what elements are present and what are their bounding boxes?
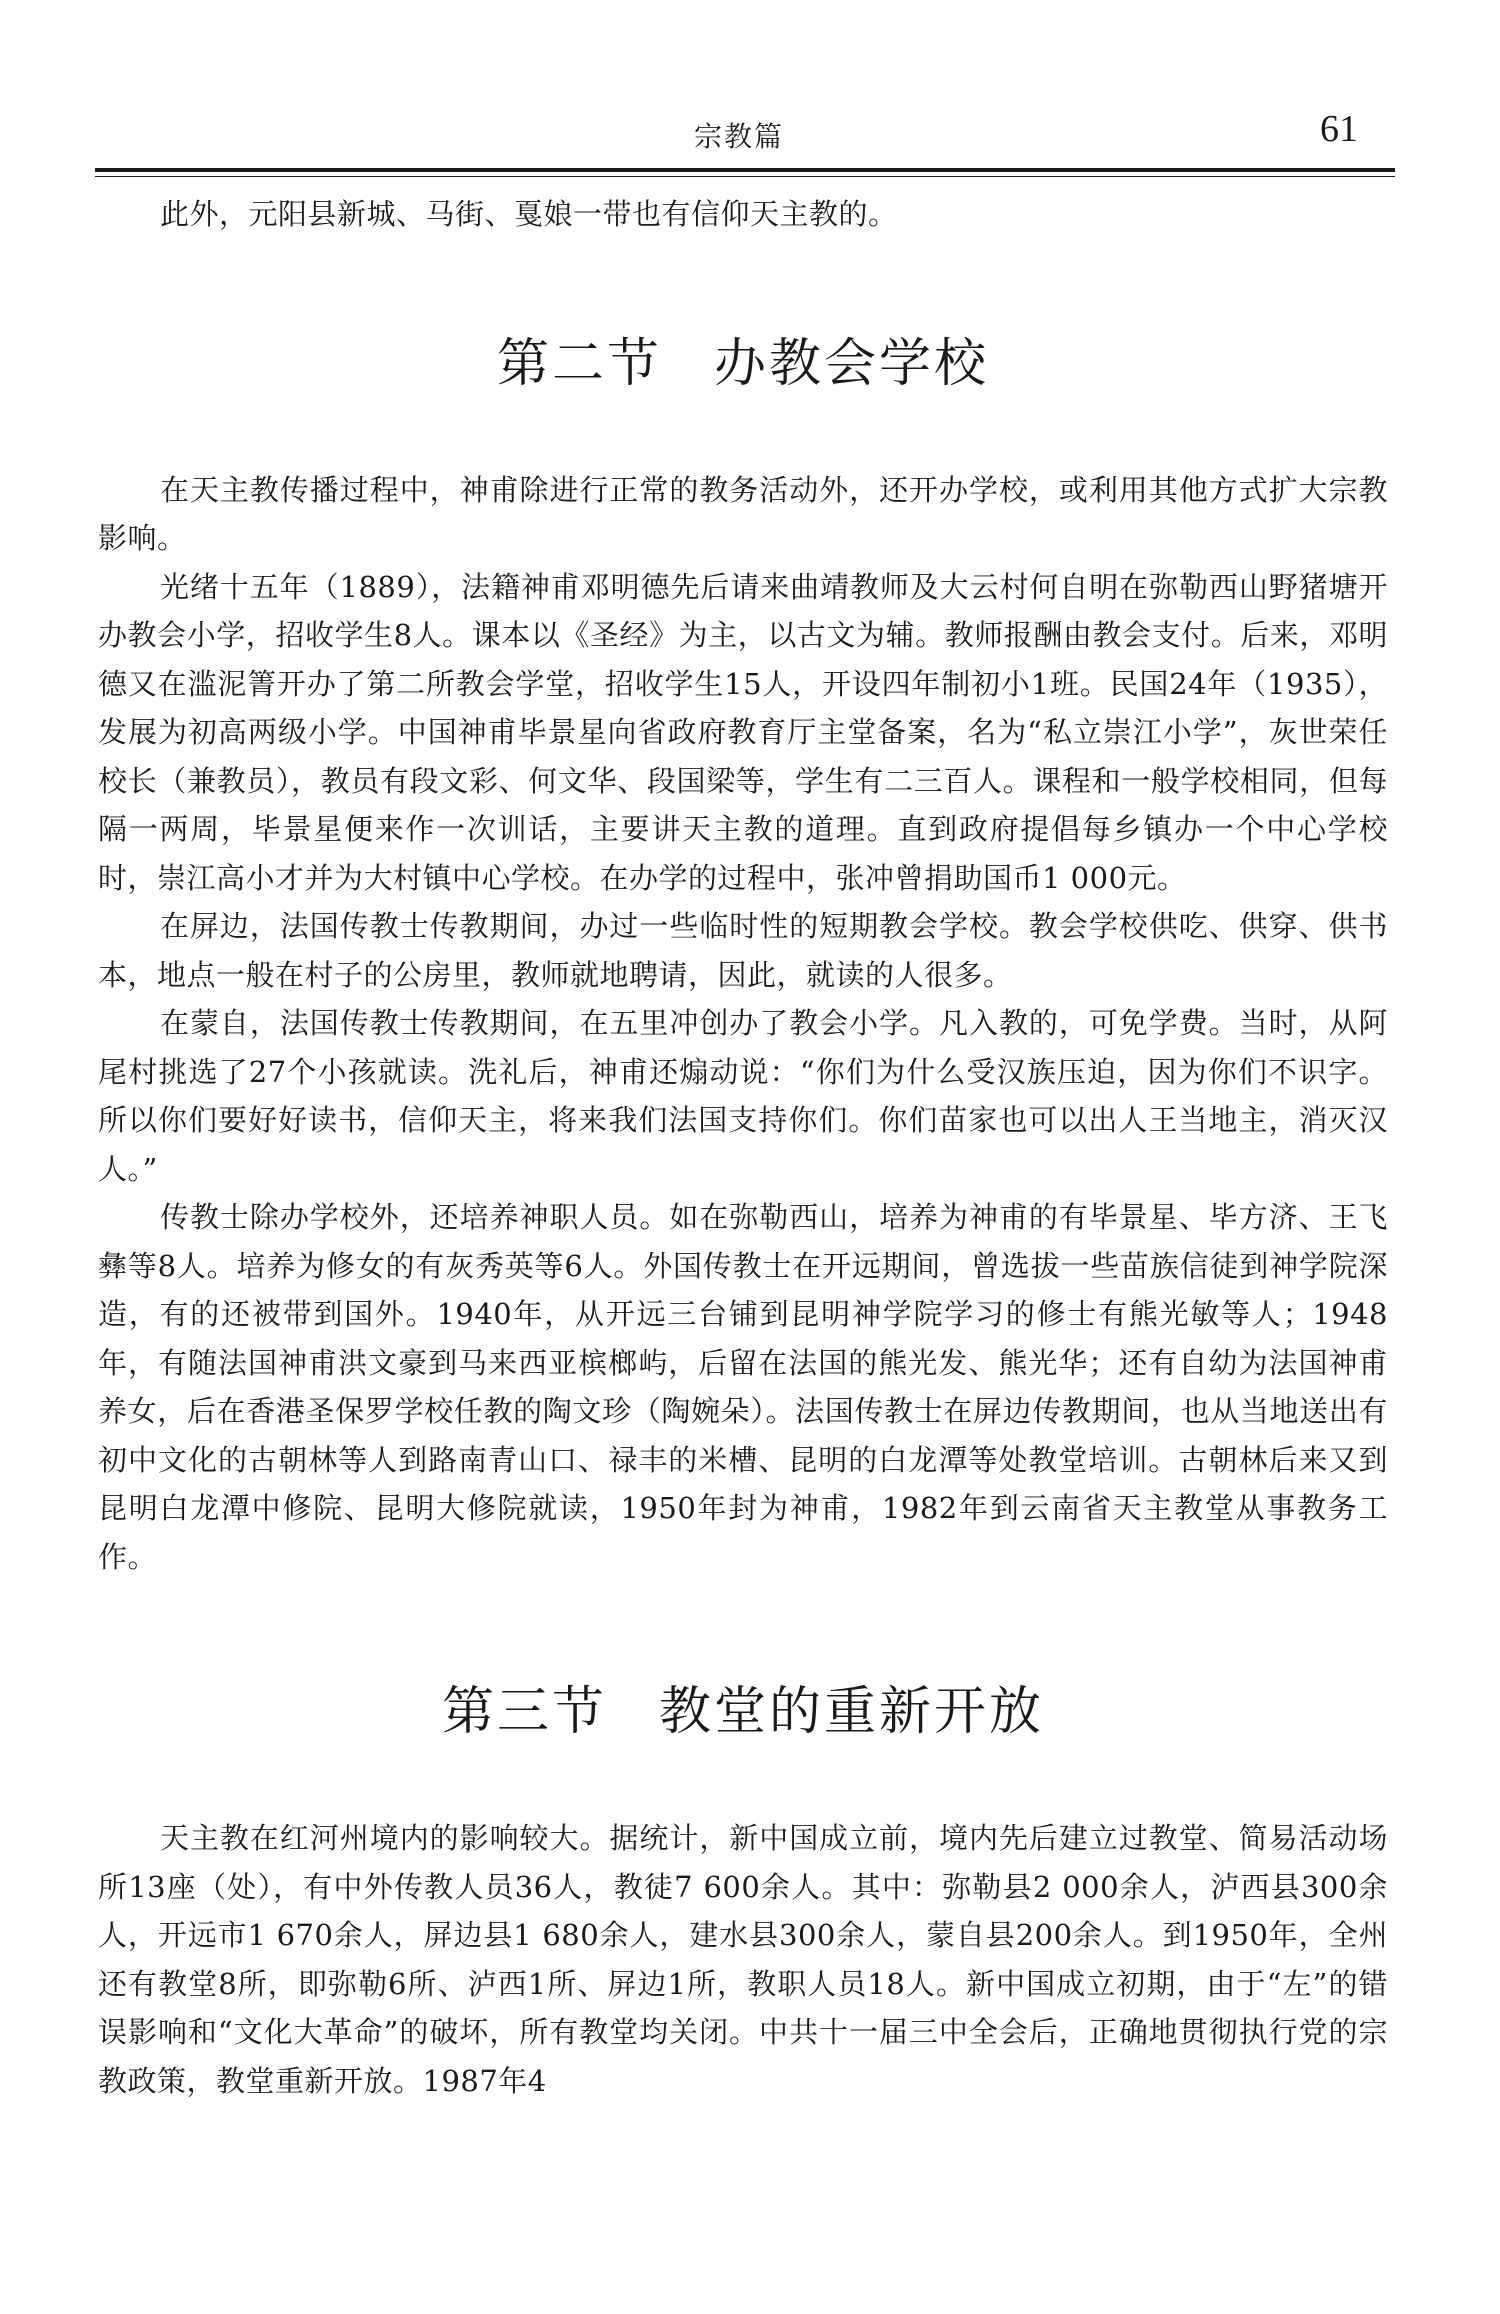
section-title: 教堂的重新开放 xyxy=(659,1682,1045,1742)
page-number: 61 xyxy=(1320,108,1358,150)
header-rule xyxy=(95,168,1395,172)
section-heading-3 xyxy=(98,1669,1388,1744)
section2-paragraph-5: 传教士除办学校外，还培养神职人员。如在弥勒西山，培养为神甫的有毕景星、毕方济、王飞彝等8人。培养为修女的有灰秀英等6人。外国传教士在开远期间，曾选拔一些苗族信徒到神学院深造，有的还被带到国外。1940年，从开远三台铺到昆明神学院学习的修士有熊光敏等人；1948年，有随法国神甫洪文豪到马来西亚槟榔屿，后留在法国的熊光发、熊光华；还有自幼为法国神甫养女，后在香港圣保罗学校任教的陶文珍（陶婉朵）。法国传教士在屏边传教期间，也从当地送出有初中文化的古朝林等人到路南青山口、禄丰的米槽、昆明的白龙潭等处教堂培训。古朝林后来又到昆明白龙潭中修院、昆明大修院就读，1950年封为神甫，1982年到云南省天主教堂从事教务工作。 xyxy=(98,1200,1388,1574)
section-title: 办教会学校 xyxy=(714,333,990,394)
section-heading-2 xyxy=(98,321,1388,396)
section3-paragraph-1: 天主教在红河州境内的影响较大。据统计，新中国成立前，境内先后建立过教堂、简易活动场所13座（处），有中外传教人员36人，教徒7 600余人。其中：弥勒县2 000余人，泸西县300余人，开远市1 670余人，屏边县1 680余人，建水县300余人，蒙自县200余人。到1950年，全州还有教堂8所，即弥勒6所、泸西1所、屏边1所，教职人员18人。新中国成立初期，由于“左”的错误影响和“文化大革命”的破坏，所有教堂均关闭。中共十一届三中全会后，正确地贯彻执行党的宗教政策，教堂重新开放。1987年4 xyxy=(98,1821,1388,2098)
intro-paragraph: 此外，元阳县新城、马街、戛娘一带也有信仰天主教的。 xyxy=(160,197,898,231)
section2-paragraph-3: 在屏边，法国传教士传教期间，办过一些临时性的短期教会学校。教会学校供吃、供穿、供书本，地点一般在村子的公房里，教师就地聘请，因此，就读的人很多。 xyxy=(98,909,1388,992)
running-header xyxy=(0,105,1500,165)
section2-paragraph-2: 光绪十五年（1889），法籍神甫邓明德先后请来曲靖教师及大云村何自明在弥勒西山野猪塘开办教会小学，招收学生8人。课本以《圣经》为主，以古文为辅。教师报酬由教会支付。后来，邓明德又在滥泥箐开办了第二所教会学堂，招收学生15人，开设四年制初小1班。民国24年（1935），发展为初高两级小学。中国神甫毕景星向省政府教育厅主堂备案，名为“私立崇江小学”，灰世荣任校长（兼教员），教员有段文彩、何文华、段国梁等，学生有二三百人。课程和一般学校相同，但每隔一两周，毕景星便来作一次训话，主要讲天主教的道理。直到政府提倡每乡镇办一个中心学校时，崇江高小才并为大村镇中心学校。在办学的过程中，张冲曾捐助国币1 000元。 xyxy=(98,569,1388,895)
section-number: 第二节 xyxy=(496,333,662,394)
section2-paragraph-1: 在天主教传播过程中，神甫除进行正常的教务活动外，还开办学校，或利用其他方式扩大宗教影响。 xyxy=(98,472,1388,555)
running-header-title: 宗教篇 xyxy=(694,120,785,153)
section-number: 第三节 xyxy=(441,1682,607,1742)
section2-paragraph-4: 在蒙自，法国传教士传教期间，在五里冲创办了教会小学。凡入教的，可免学费。当时，从阿尾村挑选了27个小孩就读。洗礼后，神甫还煽动说：“你们为什么受汉族压迫，因为你们不识字。所以你们要好好读书，信仰天主，将来我们法国支持你们。你们苗家也可以出人王当地主，消灭汉人。” xyxy=(98,1006,1388,1186)
page-body xyxy=(98,190,1388,2105)
header-rule-thin xyxy=(95,176,1395,177)
